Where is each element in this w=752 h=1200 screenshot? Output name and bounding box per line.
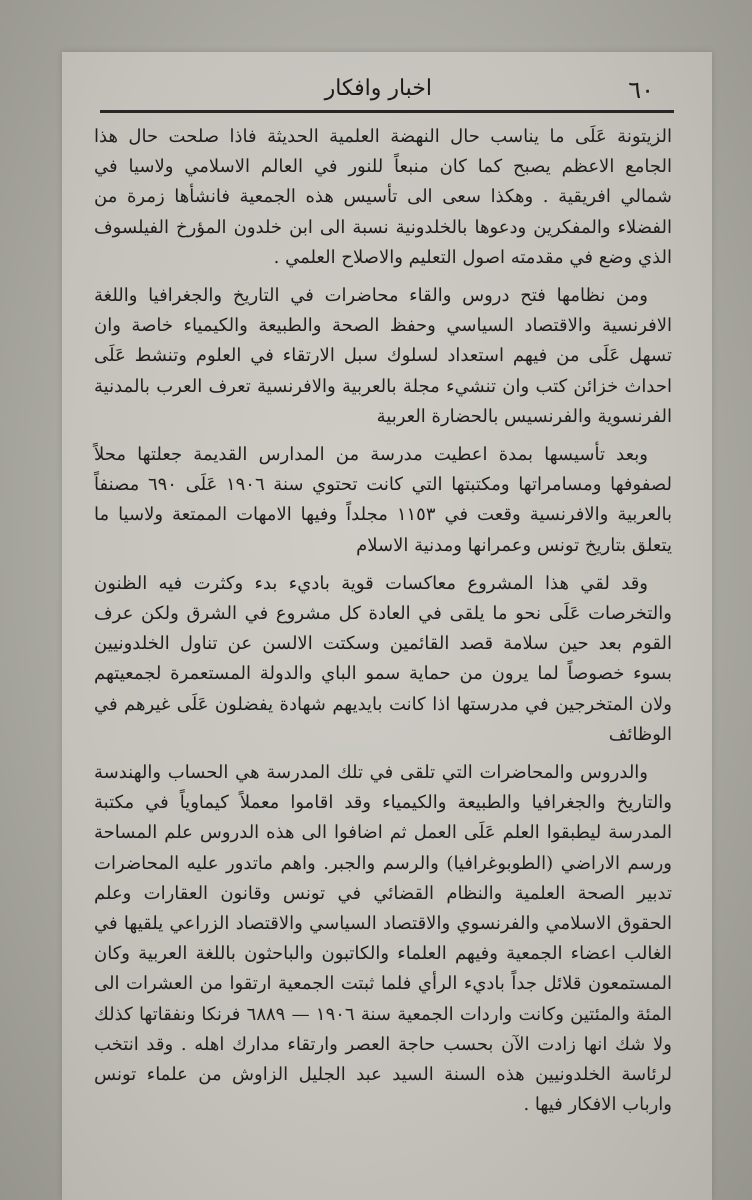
body-text <box>94 122 672 1129</box>
running-title: اخبار وافكار <box>324 76 432 101</box>
paragraph-4: وقد لقي هذا المشروع معاكسات قوية باديء بدء وكثرت فيه الظنون والتخرصات عَلَى نحو ما يلقى في العادة كل مشروع في الشرق ولكن عرف القوم بعد حين سلامة قصد القائمين وسكتت الالسن عن تناول الخلدونيين بسوء خصوصاً لما يرون من حماية سمو الباي والدولة المستعمرة لجمعيتهم ولان المتخرجين في مدرستها اذا كانت بايديهم شهادة يفضلون عَلَى غيرهم في الوظائف <box>94 572 672 745</box>
paragraph-1: الزيتونة عَلَى ما يناسب حال النهضة العلمية الحديثة فاذا صلحت حال هذا الجامع الاعظم يصبح كما كان منبعاً للنور في العالم الاسلامي ولاسيا في شمالي افريقية . وهكذا سعى الى تأسيس هذه الجمعية فانشأها زمرة من الفضلاء والمفكرين ودعوها بالخلدونية نسبة الى ابن خلدون المؤرخ الفيلسوف الذي وضع في مقدمته اصول التعليم والاصلاح العلمي . <box>94 126 672 268</box>
page-number: ٦٠ <box>628 76 654 104</box>
page-header <box>92 72 682 108</box>
header-rule <box>100 110 674 113</box>
paragraph-5: والدروس والمحاضرات التي تلقى في تلك المدرسة هي الحساب والهندسة والتاريخ والجغرافيا والطبيعة والكيمياء وقد اقاموا معملاً كيماوياً في مكتبة المدرسة ليطبقوا العلم عَلَى العمل ثم اضافوا الى هذه الدروس علم المساحة ورسم الاراضي (الطوبوغرافيا) والرسم والجبر. واهم ماتدور عليه المحاضرات تدبير الصحة العلمية والنظام القضائي في تونس وقانون العقارات وعلم الحقوق الاسلامي والفرنسوي والاقتصاد السياسي والاقتصاد الزراعي يلقيها في الغالب اعضاء الجمعية وفيهم العلماء والكاتبون والباحثون باللغة العربية وكان المستمعون قلائل جداً باديء الرأي فلما ثبتت الجمعية ارتقوا من العشرات الى المئة والمئتين وكانت واردات الجمعية سنة ١٩٠٦ — ٦٨٨٩ فرنكا ونفقاتها كذلك ولا شك انها زادت الآن بحسب حاجة العصر وارتقاء مدارك اهله . وقد انتخب لرئاسة الخلدونيين هذه السنة السيد عبد الجليل الزاوش من علماء تونس وارباب الافكار فيها . <box>94 762 673 1116</box>
paragraph-2: ومن نظامها فتح دروس والقاء محاضرات في التاريخ والجغرافيا واللغة الافرنسية والاقتصاد السياسي وحفظ الصحة والطبيعة والكيمياء خاصة وان تسهل عَلَى من فيهم استعداد لسلوك سبل الارتقاء في العلوم وتنشط عَلَى احداث خزائن كتب وان تنشيء مجلة بالعربية والافرنسية تعرف العرب بالمدنية الفرنسوية والفرنسيس بالحضارة العربية <box>94 285 672 427</box>
book-page <box>62 52 712 1200</box>
paragraph-3: وبعد تأسيسها بمدة اعطيت مدرسة من المدارس القديمة جعلتها محلاً لصفوفها ومسامراتها ومكتبتها التي كانت تحتوي سنة ١٩٠٦ عَلَى ٦٩٠ مصنفاً بالعربية والافرنسية وقعت في ١١٥٣ مجلداً وفيها الامهات الممتعة ولاسيا ما يتعلق بتاريخ تونس وعمرانها ومدنية الاسلام <box>94 444 672 556</box>
